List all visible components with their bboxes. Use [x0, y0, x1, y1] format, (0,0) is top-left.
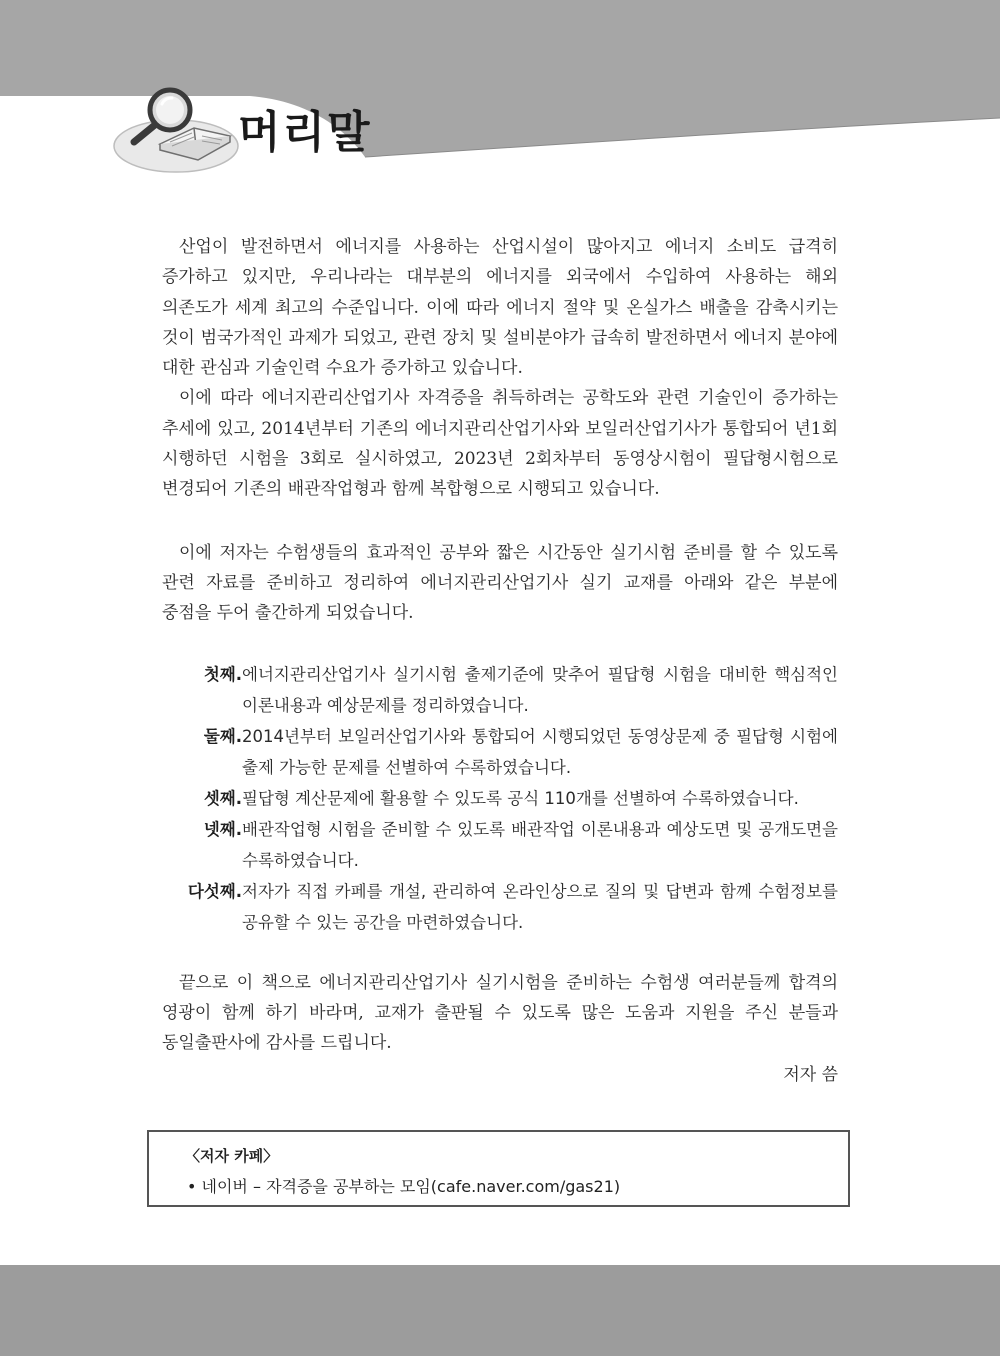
cafe-heading: 〈저자 카페〉	[185, 1147, 279, 1165]
paragraph-1: 산업이 발전하면서 에너지를 사용하는 산업시설이 많아지고 에너지 소비도 급격히 증가하고 있지만, 우리나라는 대부분의 에너지를 외국에서 수입하여 사용하는 해외 의존도가 세계 최고의 수준입니다. 이에 따라 에너지 절약 및 온실가스 배출을 감축시키는 것이 범국가적인 과제가 되었고, 관련 장치 및 설비분야가 급속히 발전하면서 에너지 분야에 대한 관심과 기술인력 수요가 증가하고 있습니다.	[162, 237, 838, 379]
cafe-link-text: • 네이버 – 자격증을 공부하는 모임(cafe.naver.com/gas21)	[187, 1177, 621, 1196]
author-cafe-box	[147, 1130, 850, 1207]
page-title: 머리말	[238, 107, 372, 158]
point-text: 2014년부터 보일러산업기사와 통합되어 시행되었던 동영상문제 중 필답형 시험에 출제 가능한 문제를 선별하여 수록하였습니다.	[242, 726, 838, 777]
list-item	[162, 721, 838, 783]
point-text: 에너지관리산업기사 실기시험 출제기준에 맞추어 필답형 시험을 대비한 핵심적인 이론내용과 예상문제를 정리하였습니다.	[242, 664, 838, 715]
footer-band	[0, 1265, 1000, 1356]
closing-paragraph: 끝으로 이 책으로 에너지관리산업기사 실기시험을 준비하는 수험생 여러분들께 합격의 영광이 함께 하기 바라며, 교재가 출판될 수 있도록 많은 도움과 지원을 주신 분들과 동일출판사에 감사를 드립니다.	[162, 972, 838, 1054]
list-item	[162, 659, 838, 721]
author-signature: 저자 씀	[783, 1065, 838, 1086]
preface-body	[162, 232, 838, 1090]
point-label: 첫째.	[203, 664, 242, 684]
point-text: 저자가 직접 카페를 개설, 관리하여 온라인상으로 질의 및 답변과 함께 수험정보를 공유할 수 있는 공간을 마련하였습니다.	[242, 881, 838, 932]
paragraph-2: 이에 따라 에너지관리산업기사 자격증을 취득하려는 공학도와 관련 기술인이 증가하는 추세에 있고, 2014년부터 기존의 에너지관리산업기사와 보일러산업기사가 통합되어 년1회 시행하던 시험을 3회로 실시하였고, 2023년 2회차부터 동영상시험이 필답형시험으로 변경되어 기존의 배관작업형과 함께 복합형으로 시행되고 있습니다.	[162, 388, 838, 500]
title-emblem	[108, 84, 248, 174]
point-text: 필답형 계산문제에 활용할 수 있도록 공식 110개를 선별하여 수록하였습니다.	[242, 788, 799, 808]
point-label: 둘째.	[203, 726, 242, 746]
point-text: 배관작업형 시험을 준비할 수 있도록 배관작업 이론내용과 예상도면 및 공개도면을 수록하였습니다.	[242, 819, 838, 870]
point-label: 다섯째.	[187, 881, 242, 901]
key-points-list	[162, 659, 838, 938]
list-item	[162, 783, 838, 814]
paragraph-3: 이에 저자는 수험생들의 효과적인 공부와 짧은 시간동안 실기시험 준비를 할 수 있도록 관련 자료를 준비하고 정리하여 에너지관리산업기사 실기 교재를 아래와 같은 부분에 중점을 두어 출간하게 되었습니다.	[162, 542, 838, 624]
point-label: 셋째.	[203, 788, 242, 808]
list-item	[162, 876, 838, 938]
point-label: 넷째.	[203, 819, 242, 839]
list-item	[162, 814, 838, 876]
